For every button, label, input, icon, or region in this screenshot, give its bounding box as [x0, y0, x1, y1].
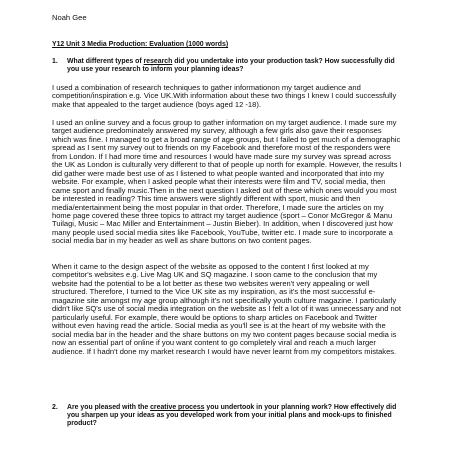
question-1-text [67, 58, 397, 74]
document-title [52, 41, 228, 49]
question-2-text-part: Are you pleased with the [67, 404, 151, 411]
question-1 [52, 58, 397, 74]
paragraph-2: I used an online survey and a focus group to gather information on my target audience. I made sure my target audience predominately answered my survey, although a few girls also gave their responses which was fine. I managed to get a broad range of age groups, but I failed to get much of a demographic spread as I sent my survey out to friends on my Facebook and therefore most of the responders were from London. If I had more time and resources I would have made sure my survey was spread across the UK as London is culturally very different to that of people up north for example. However, the results I did gather were made best use of as I listened to what people wanted and incorporated that into my website. For example, when I asked people what their interests were film and TV, social media, then came sport and finally music.Then in the next question I asked out of these which ones would you most be interested in reading? This time answers were slightly different with sport, music and then media/entertainment being the most popular in that order. Therefore, I made sure the articles on my home page covered these three topics to attract my target audience (sport – Conor McGregor & Manu Tuilagi, Music – Mac Miller and Entertainment – Justin Bieber). In addition, when I discovered just how many people used social media sites like Facebook, YouTube, twitter etc. I made sure to incorporate a social media bar in my header as well as share buttons on two content pages. [52, 118, 402, 246]
paragraph-3: When it came to the design aspect of the website as opposed to the content I first looked at my competitor's websites e.g. Live Mag UK and SQ magazine. I soon came to the conclusion that my website had the potential to be a lot better as these two websites weren't very appealing or well structured. Therefore, I turned to the Vice UK site as my inspiration, as it's the most successful e-magazine site amongst my age group although it's not specifically youth culture magazine. I particularly didn't like SQ's use of social media integration on the website as I felt a lot of it was unnecessary and not particularly useful. For example, there would be options to sharp articles on Facebook and Twitter without even having read the article. Social media as you'll see is at the heart of my website with the social media bar in the header and the share buttons on my two content pages because social media is now an essential part of online if you want content to go completely viral and reach a much larger audience. If I hadn't done my market research I would have never learnt from my competitors mistakes. [52, 262, 401, 356]
question-1-text-part: did you undertake into your production task? How successfully did you use your research to inform your planning ideas? [67, 58, 395, 74]
question-1-number: 1. [52, 58, 58, 65]
question-2 [52, 404, 397, 429]
question-2-keyword: creative process [150, 404, 205, 411]
paragraph-1: I used a combination of research techniques to gather informationon my target audience and competition/inspiration e.g. Vice UK.With information about these two things I knew I could successfully make that appealed to the target audience (boys aged 12 -18). [52, 83, 397, 109]
question-2-text-part: you undertook in your planning work? How effectively did you sharpen up your ideas as you developed work from your initial plans and mock-ups to finished product? [67, 404, 397, 428]
document-title-text: Y12 Unit 3 Media Production: Evaluation (1000 words) [52, 41, 229, 48]
question-1-text-part: What different types of [67, 58, 144, 65]
author-name: Noah Gee [52, 13, 87, 22]
question-2-number: 2. [52, 404, 58, 411]
question-1-keyword: research [143, 58, 173, 65]
question-2-text [67, 404, 397, 429]
